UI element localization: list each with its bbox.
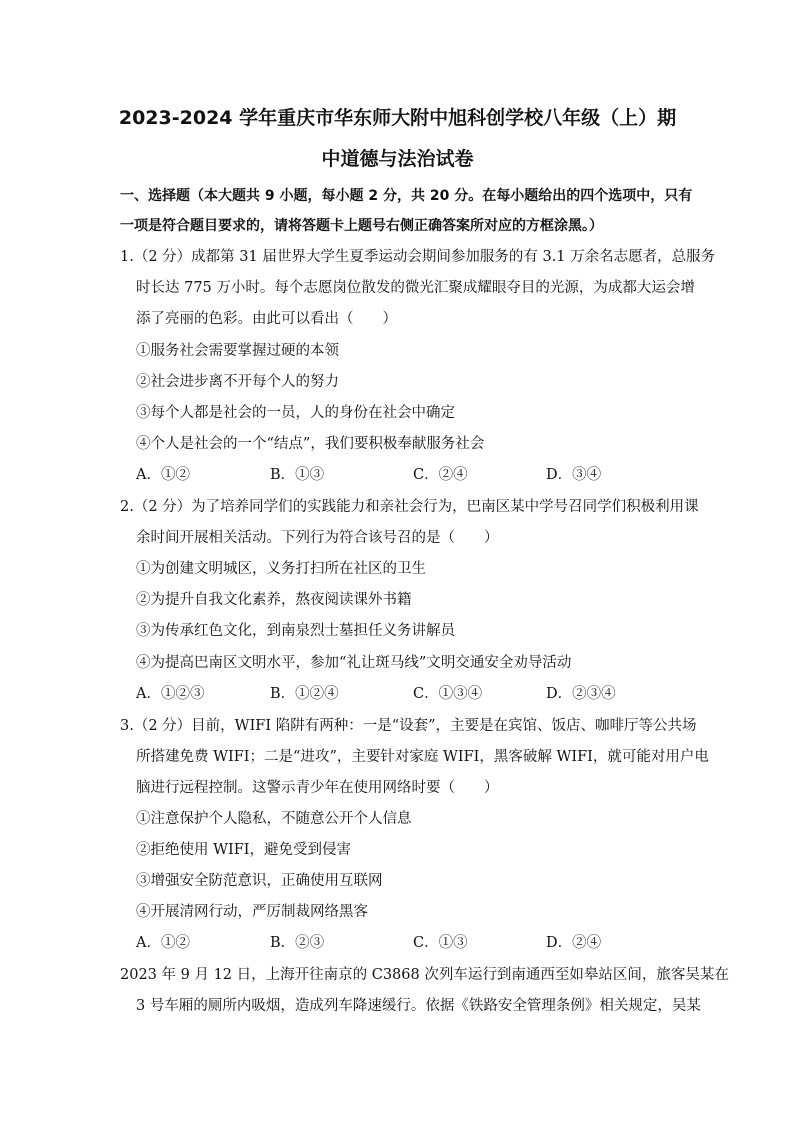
question-1-option-a[interactable]: A．①② — [136, 467, 190, 483]
question-2-option-c[interactable]: C．①③④ — [413, 686, 483, 702]
question-1-option-d[interactable]: D．③④ — [546, 467, 602, 483]
question-2-option-a[interactable]: A．①②③ — [136, 686, 205, 702]
question-2-statement-4: ④为提高巴南区文明水平，参加“礼让斑马线”文明交通安全劝导活动 — [136, 655, 572, 671]
question-1-statement-3: ③每个人都是社会的一员，人的身份在社会中确定 — [136, 405, 455, 421]
question-1-option-c[interactable]: C．②④ — [413, 467, 468, 483]
question-3-stem-line-2: 所搭建免费 WIFI；二是“进攻”，主要针对家庭 WIFI，黑客破解 WIFI，就可能对用户电 — [136, 749, 709, 765]
question-1-option-b[interactable]: B．①③ — [270, 467, 325, 483]
exam-title-line-1: 2023-2024 学年重庆市华东师大附中旭科创学校八年级（上）期 — [118, 107, 677, 129]
question-3-stem-line-1: 3.（2 分）目前，WIFI 陷阱有两种：一是“设套”，主要是在宾馆、饭店、咖啡厅等公共场 — [120, 718, 697, 734]
question-3-option-c[interactable]: C．①③ — [413, 935, 468, 951]
question-1-statement-4: ④个人是社会的一个“结点”，我们要积极奉献服务社会 — [136, 436, 485, 452]
section-heading-line-2: 一项是符合题目要求的，请将答题卡上题号右侧正确答案所对应的方框涂黑。） — [120, 218, 603, 234]
question-3-statement-3: ③增强安全防范意识，正确使用互联网 — [136, 873, 383, 889]
question-2-option-b[interactable]: B．①②④ — [270, 686, 339, 702]
question-2-statement-1: ①为创建文明城区，义务打扫所在社区的卫生 — [136, 561, 426, 577]
question-3-statement-4: ④开展清网行动，严厉制裁网络黑客 — [136, 904, 368, 920]
question-1-statement-1: ①服务社会需要掌握过硬的本领 — [136, 343, 339, 359]
question-1-stem-line-1: 1.（2 分）成都第 31 届世界大学生夏季运动会期间参加服务的有 3.1 万余名志愿者，总服务 — [120, 249, 716, 265]
question-3-option-a[interactable]: A．①② — [136, 935, 190, 951]
question-3-statement-1: ①注意保护个人隐私，不随意公开个人信息 — [136, 811, 412, 827]
section-heading-line-1: 一、选择题（本大题共 9 小题，每小题 2 分，共 20 分。在每小题给出的四个选项中，只有 — [120, 188, 693, 204]
question-2-statement-3: ③为传承红色文化，到南泉烈士墓担任义务讲解员 — [136, 623, 455, 639]
question-3-stem-line-3: 脑进行远程控制。这警示青少年在使用网络时要（ ） — [136, 780, 499, 796]
question-2-statement-2: ②为提升自我文化素养，熬夜阅读课外书籍 — [136, 592, 412, 608]
question-1-stem-line-2: 时长达 775 万小时。每个志愿岗位散发的微光汇聚成耀眼夺目的光源，为成都大运会增 — [136, 280, 695, 296]
question-2-stem-line-2: 余时间开展相关活动。下列行为符合该号召的是（ ） — [136, 530, 499, 546]
question-3-option-b[interactable]: B．②③ — [270, 935, 325, 951]
question-1-statement-2: ②社会进步离不开每个人的努力 — [136, 374, 339, 390]
passage-line-2: 3 号车厢的厕所内吸烟，造成列车降速缓行。依据《铁路安全管理条例》相关规定，吴某 — [136, 998, 701, 1014]
exam-title-line-2: 中道德与法治试卷 — [321, 148, 474, 170]
question-2-option-d[interactable]: D．②③④ — [546, 686, 616, 702]
passage-line-1: 2023 年 9 月 12 日，上海开往南京的 C3868 次列车运行到南通西至如皋站区间，旅客吴某在 — [120, 967, 729, 983]
question-1-stem-line-3: 添了亮丽的色彩。由此可以看出（ ） — [136, 311, 397, 327]
question-2-stem-line-1: 2.（2 分）为了培养同学们的实践能力和亲社会行为，巴南区某中学号召同学们积极利用课 — [120, 499, 699, 515]
question-3-option-d[interactable]: D．②④ — [546, 935, 602, 951]
question-3-statement-2: ②拒绝使用 WIFI，避免受到侵害 — [136, 842, 352, 858]
